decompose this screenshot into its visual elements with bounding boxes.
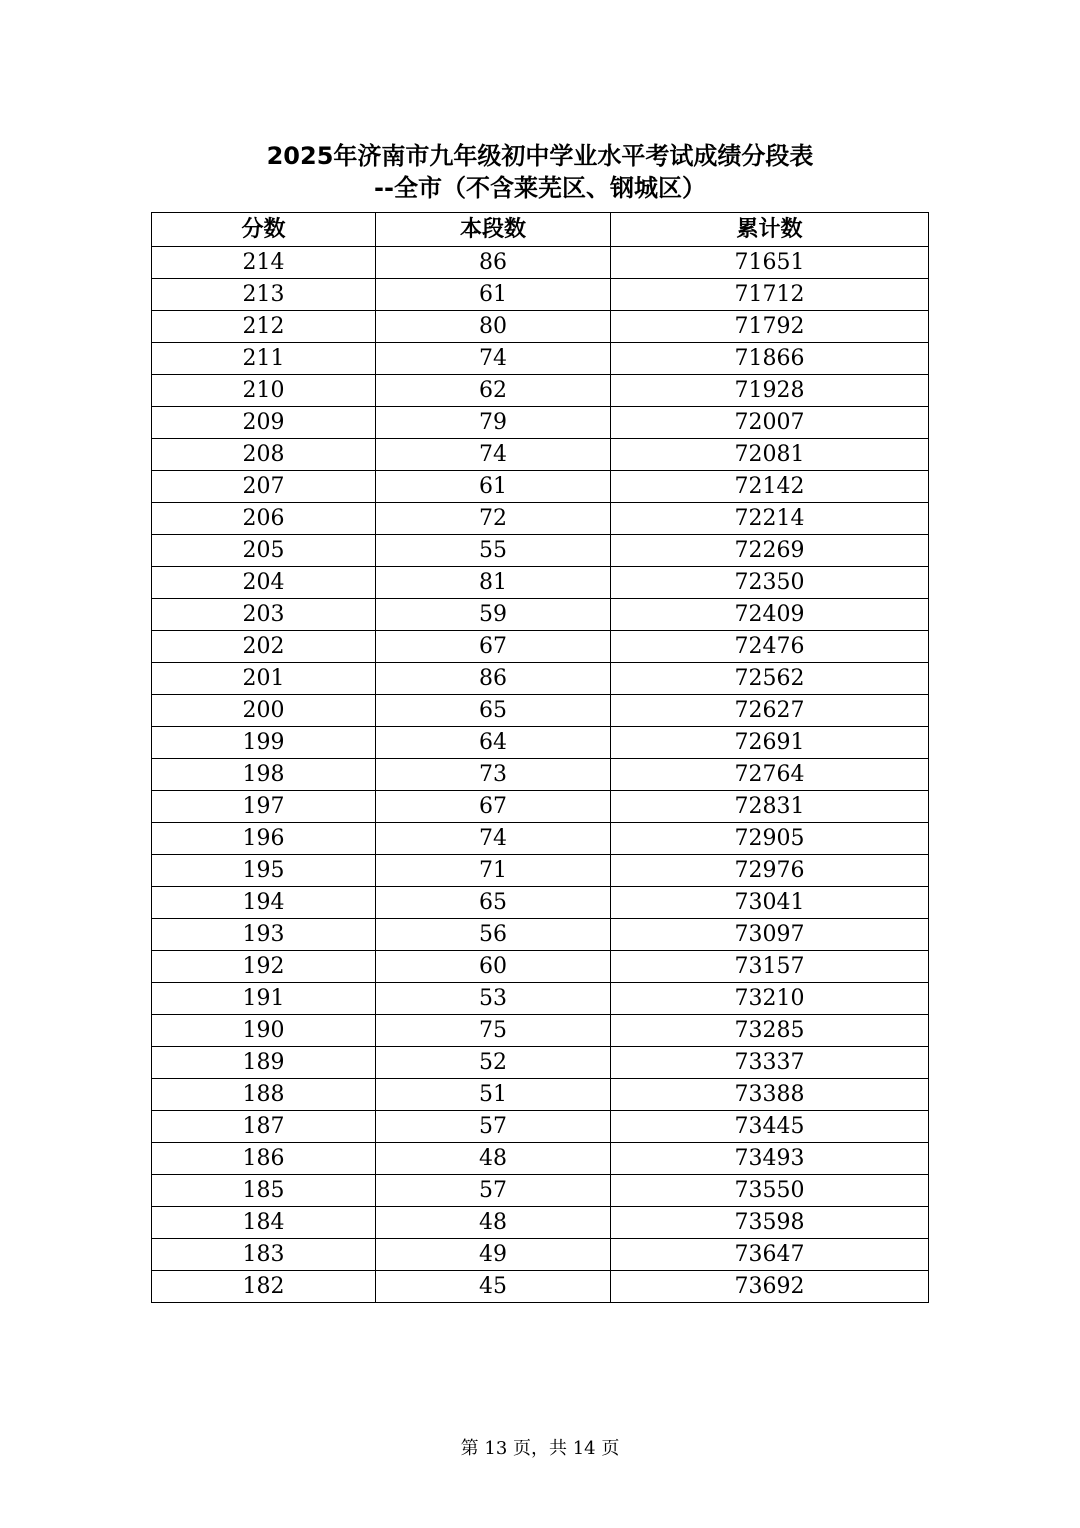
cell-score: 207 (152, 471, 376, 503)
cell-segment-count: 49 (376, 1239, 611, 1271)
cell-cumulative-count: 72350 (611, 567, 929, 599)
cell-segment-count: 53 (376, 983, 611, 1015)
cell-cumulative-count: 72831 (611, 791, 929, 823)
cell-score: 199 (152, 727, 376, 759)
cell-score: 182 (152, 1271, 376, 1303)
table-row (152, 599, 929, 631)
table-row (152, 855, 929, 887)
cell-cumulative-count: 72269 (611, 535, 929, 567)
cell-cumulative-count: 73598 (611, 1207, 929, 1239)
table-row (152, 503, 929, 535)
cell-segment-count: 61 (376, 279, 611, 311)
cell-cumulative-count: 73388 (611, 1079, 929, 1111)
cell-cumulative-count: 72007 (611, 407, 929, 439)
cell-segment-count: 67 (376, 791, 611, 823)
cell-score: 186 (152, 1143, 376, 1175)
cell-score: 213 (152, 279, 376, 311)
cell-segment-count: 45 (376, 1271, 611, 1303)
cell-score: 214 (152, 247, 376, 279)
header-cumulative-count: 累计数 (611, 213, 929, 247)
cell-segment-count: 56 (376, 919, 611, 951)
cell-cumulative-count: 71651 (611, 247, 929, 279)
table-row (152, 1111, 929, 1143)
cell-cumulative-count: 72081 (611, 439, 929, 471)
cell-score: 194 (152, 887, 376, 919)
cell-score: 200 (152, 695, 376, 727)
table-row (152, 951, 929, 983)
cell-score: 202 (152, 631, 376, 663)
table-row (152, 535, 929, 567)
cell-segment-count: 86 (376, 663, 611, 695)
cell-cumulative-count: 72691 (611, 727, 929, 759)
cell-score: 195 (152, 855, 376, 887)
cell-score: 184 (152, 1207, 376, 1239)
table-row (152, 1015, 929, 1047)
cell-score: 209 (152, 407, 376, 439)
cell-score: 212 (152, 311, 376, 343)
cell-segment-count: 61 (376, 471, 611, 503)
cell-segment-count: 52 (376, 1047, 611, 1079)
cell-cumulative-count: 73493 (611, 1143, 929, 1175)
cell-segment-count: 48 (376, 1143, 611, 1175)
table-row (152, 727, 929, 759)
table-row (152, 1175, 929, 1207)
cell-cumulative-count: 73157 (611, 951, 929, 983)
cell-cumulative-count: 72214 (611, 503, 929, 535)
cell-cumulative-count: 72976 (611, 855, 929, 887)
table-row (152, 791, 929, 823)
cell-cumulative-count: 73337 (611, 1047, 929, 1079)
score-distribution-table (151, 212, 929, 1303)
cell-score: 197 (152, 791, 376, 823)
table-row (152, 1079, 929, 1111)
cell-score: 187 (152, 1111, 376, 1143)
table-row (152, 983, 929, 1015)
cell-cumulative-count: 72905 (611, 823, 929, 855)
table-row (152, 823, 929, 855)
cell-score: 211 (152, 343, 376, 375)
table-row (152, 919, 929, 951)
cell-segment-count: 73 (376, 759, 611, 791)
cell-segment-count: 62 (376, 375, 611, 407)
table-row (152, 1239, 929, 1271)
cell-score: 185 (152, 1175, 376, 1207)
cell-cumulative-count: 71928 (611, 375, 929, 407)
table-row (152, 407, 929, 439)
cell-segment-count: 67 (376, 631, 611, 663)
table-row (152, 567, 929, 599)
cell-score: 203 (152, 599, 376, 631)
table-row (152, 631, 929, 663)
cell-segment-count: 71 (376, 855, 611, 887)
cell-score: 190 (152, 1015, 376, 1047)
table-row (152, 279, 929, 311)
header-score: 分数 (152, 213, 376, 247)
table-header-row (152, 213, 929, 247)
header-segment-count: 本段数 (376, 213, 611, 247)
cell-segment-count: 65 (376, 695, 611, 727)
page-footer: 第 13 页，共 14 页 (460, 1438, 620, 1459)
table-row (152, 311, 929, 343)
table-row (152, 759, 929, 791)
cell-cumulative-count: 73097 (611, 919, 929, 951)
cell-cumulative-count: 73692 (611, 1271, 929, 1303)
table-row (152, 247, 929, 279)
cell-segment-count: 74 (376, 343, 611, 375)
cell-score: 191 (152, 983, 376, 1015)
table-row (152, 1047, 929, 1079)
cell-score: 198 (152, 759, 376, 791)
table-row (152, 439, 929, 471)
cell-score: 196 (152, 823, 376, 855)
table-row (152, 471, 929, 503)
cell-score: 183 (152, 1239, 376, 1271)
cell-segment-count: 57 (376, 1175, 611, 1207)
cell-cumulative-count: 71866 (611, 343, 929, 375)
table-row (152, 1207, 929, 1239)
table-body (152, 247, 929, 1303)
cell-cumulative-count: 71792 (611, 311, 929, 343)
table-row (152, 343, 929, 375)
cell-segment-count: 79 (376, 407, 611, 439)
cell-score: 193 (152, 919, 376, 951)
cell-cumulative-count: 72562 (611, 663, 929, 695)
cell-segment-count: 74 (376, 439, 611, 471)
cell-score: 206 (152, 503, 376, 535)
cell-segment-count: 74 (376, 823, 611, 855)
table-row (152, 695, 929, 727)
cell-cumulative-count: 72476 (611, 631, 929, 663)
cell-segment-count: 59 (376, 599, 611, 631)
cell-segment-count: 86 (376, 247, 611, 279)
table-row (152, 375, 929, 407)
cell-score: 201 (152, 663, 376, 695)
cell-cumulative-count: 71712 (611, 279, 929, 311)
cell-segment-count: 51 (376, 1079, 611, 1111)
document-title: 2025年济南市九年级初中学业水平考试成绩分段表 (266, 142, 814, 170)
document-title-block (0, 140, 1080, 204)
cell-segment-count: 80 (376, 311, 611, 343)
cell-segment-count: 55 (376, 535, 611, 567)
table-row (152, 887, 929, 919)
cell-cumulative-count: 72142 (611, 471, 929, 503)
cell-cumulative-count: 73445 (611, 1111, 929, 1143)
cell-score: 204 (152, 567, 376, 599)
cell-cumulative-count: 73041 (611, 887, 929, 919)
cell-segment-count: 81 (376, 567, 611, 599)
cell-segment-count: 75 (376, 1015, 611, 1047)
table-row (152, 1271, 929, 1303)
document-subtitle: --全市（不含莱芜区、钢城区） (374, 174, 706, 202)
cell-cumulative-count: 73285 (611, 1015, 929, 1047)
cell-segment-count: 57 (376, 1111, 611, 1143)
cell-score: 210 (152, 375, 376, 407)
cell-cumulative-count: 73550 (611, 1175, 929, 1207)
cell-cumulative-count: 72764 (611, 759, 929, 791)
cell-cumulative-count: 73647 (611, 1239, 929, 1271)
table-row (152, 1143, 929, 1175)
cell-cumulative-count: 72627 (611, 695, 929, 727)
cell-cumulative-count: 73210 (611, 983, 929, 1015)
cell-segment-count: 72 (376, 503, 611, 535)
cell-score: 188 (152, 1079, 376, 1111)
cell-segment-count: 65 (376, 887, 611, 919)
table-row (152, 663, 929, 695)
cell-score: 192 (152, 951, 376, 983)
cell-segment-count: 64 (376, 727, 611, 759)
cell-score: 189 (152, 1047, 376, 1079)
cell-cumulative-count: 72409 (611, 599, 929, 631)
cell-score: 205 (152, 535, 376, 567)
cell-score: 208 (152, 439, 376, 471)
cell-segment-count: 48 (376, 1207, 611, 1239)
cell-segment-count: 60 (376, 951, 611, 983)
